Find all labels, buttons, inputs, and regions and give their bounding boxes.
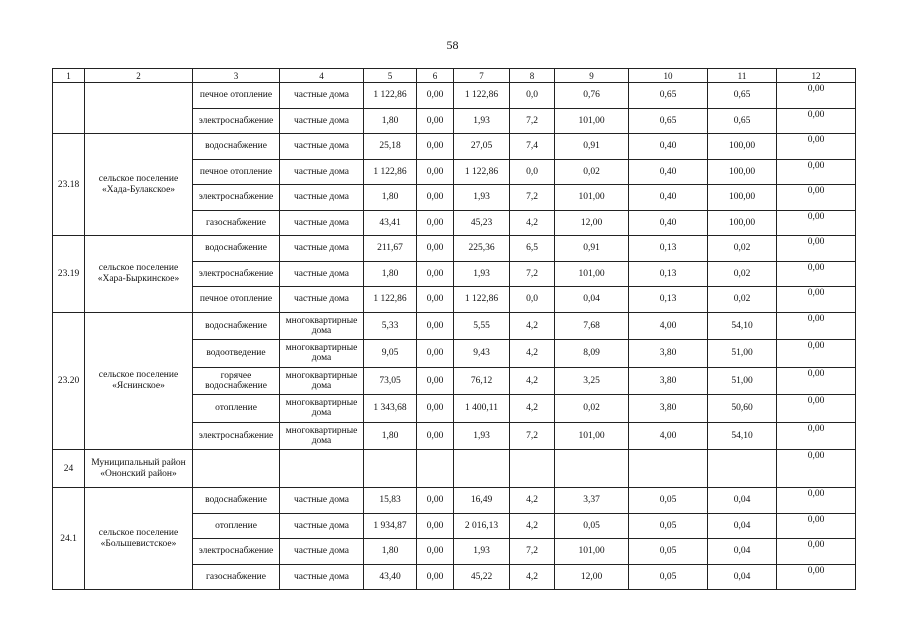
housing-type-cell: частные дома [280, 108, 364, 134]
col7-value-cell: 5,55 [454, 312, 510, 340]
col8-value-cell: 4,2 [510, 340, 555, 368]
col8-value-cell: 4,2 [510, 367, 555, 395]
col5-value-cell: 15,83 [364, 488, 417, 514]
col11-value-cell: 51,00 [708, 367, 777, 395]
col11-value-cell: 0,65 [708, 83, 777, 109]
col12-value-cell: 0,00 [777, 236, 856, 262]
col10-value-cell: 4,00 [629, 312, 708, 340]
col8-value-cell: 4,2 [510, 395, 555, 423]
col5-value-cell: 1,80 [364, 108, 417, 134]
service-cell: водоснабжение [193, 312, 280, 340]
col8-value-cell: 4,2 [510, 210, 555, 236]
column-number-cell: 10 [629, 69, 708, 83]
col7-value-cell: 45,22 [454, 564, 510, 590]
col8-value-cell: 4,2 [510, 513, 555, 539]
col8-value-cell: 0,0 [510, 159, 555, 185]
col6-value-cell: 0,00 [417, 367, 454, 395]
col6-value-cell: 0,00 [417, 513, 454, 539]
housing-type-cell: многоквартирные дома [280, 312, 364, 340]
service-cell: газоснабжение [193, 210, 280, 236]
col10-value-cell: 4,00 [629, 422, 708, 450]
service-cell: горячее водоснабжение [193, 367, 280, 395]
col10-value-cell: 0,05 [629, 564, 708, 590]
col7-value-cell: 1 122,86 [454, 83, 510, 109]
col11-value-cell: 100,00 [708, 185, 777, 211]
col11-value-cell: 100,00 [708, 134, 777, 160]
col12-value-cell: 0,00 [777, 134, 856, 160]
col10-value-cell: 0,40 [629, 185, 708, 211]
col9-value-cell: 3,37 [555, 488, 629, 514]
col7-value-cell: 16,49 [454, 488, 510, 514]
housing-type-cell: частные дома [280, 185, 364, 211]
row-number-cell: 23.18 [53, 134, 85, 236]
col7-value-cell: 1 400,11 [454, 395, 510, 423]
col11-value-cell: 0,02 [708, 287, 777, 313]
col12-value-cell: 0,00 [777, 513, 856, 539]
col11-value-cell: 0,02 [708, 261, 777, 287]
housing-type-cell [280, 450, 364, 488]
col6-value-cell: 0,00 [417, 422, 454, 450]
column-number-cell: 8 [510, 69, 555, 83]
col5-value-cell: 43,40 [364, 564, 417, 590]
column-number-cell: 9 [555, 69, 629, 83]
col8-value-cell: 4,2 [510, 564, 555, 590]
col7-value-cell: 225,36 [454, 236, 510, 262]
col5-value-cell: 5,33 [364, 312, 417, 340]
col11-value-cell: 51,00 [708, 340, 777, 368]
col11-value-cell: 0,65 [708, 108, 777, 134]
col10-value-cell: 3,80 [629, 395, 708, 423]
col6-value-cell: 0,00 [417, 159, 454, 185]
col7-value-cell: 1 122,86 [454, 159, 510, 185]
col6-value-cell: 0,00 [417, 210, 454, 236]
col12-value-cell: 0,00 [777, 83, 856, 109]
table-row [53, 488, 856, 514]
housing-type-cell: частные дома [280, 236, 364, 262]
col9-value-cell: 0,76 [555, 83, 629, 109]
col6-value-cell: 0,00 [417, 312, 454, 340]
service-cell: газоснабжение [193, 564, 280, 590]
col6-value-cell: 0,00 [417, 261, 454, 287]
col12-value-cell: 0,00 [777, 185, 856, 211]
table-row [53, 236, 856, 262]
col7-value-cell: 1,93 [454, 261, 510, 287]
row-number-cell: 24.1 [53, 488, 85, 590]
service-cell: водоснабжение [193, 488, 280, 514]
col12-value-cell: 0,00 [777, 422, 856, 450]
row-number-cell [53, 83, 85, 134]
column-number-cell: 11 [708, 69, 777, 83]
col10-value-cell: 0,40 [629, 159, 708, 185]
col8-value-cell: 7,2 [510, 108, 555, 134]
col10-value-cell: 0,65 [629, 108, 708, 134]
col7-value-cell: 1 122,86 [454, 287, 510, 313]
housing-type-cell: частные дома [280, 261, 364, 287]
col9-value-cell: 12,00 [555, 210, 629, 236]
col6-value-cell: 0,00 [417, 83, 454, 109]
col7-value-cell [454, 450, 510, 488]
col5-value-cell: 25,18 [364, 134, 417, 160]
service-cell: отопление [193, 395, 280, 423]
col10-value-cell: 0,40 [629, 134, 708, 160]
col6-value-cell: 0,00 [417, 395, 454, 423]
col6-value-cell: 0,00 [417, 236, 454, 262]
col12-value-cell: 0,00 [777, 312, 856, 340]
col11-value-cell: 0,04 [708, 513, 777, 539]
col12-value-cell: 0,00 [777, 159, 856, 185]
col9-value-cell: 0,91 [555, 134, 629, 160]
col12-value-cell: 0,00 [777, 367, 856, 395]
col9-value-cell: 101,00 [555, 185, 629, 211]
col6-value-cell: 0,00 [417, 340, 454, 368]
col5-value-cell: 1 934,87 [364, 513, 417, 539]
col9-value-cell: 12,00 [555, 564, 629, 590]
service-cell: электроснабжение [193, 539, 280, 565]
col7-value-cell: 9,43 [454, 340, 510, 368]
table-row [53, 134, 856, 160]
col6-value-cell: 0,00 [417, 108, 454, 134]
settlement-name-cell: сельское поселение «Хада-Булакское» [85, 134, 193, 236]
col12-value-cell: 0,00 [777, 450, 856, 488]
col12-value-cell: 0,00 [777, 210, 856, 236]
col10-value-cell: 0,13 [629, 287, 708, 313]
col11-value-cell [708, 450, 777, 488]
service-cell: печное отопление [193, 287, 280, 313]
housing-type-cell: частные дома [280, 134, 364, 160]
service-cell: водоснабжение [193, 134, 280, 160]
col9-value-cell: 0,02 [555, 395, 629, 423]
column-number-cell: 4 [280, 69, 364, 83]
column-number-cell: 7 [454, 69, 510, 83]
col9-value-cell [555, 450, 629, 488]
col11-value-cell: 0,04 [708, 488, 777, 514]
col5-value-cell: 1 343,68 [364, 395, 417, 423]
col5-value-cell: 1,80 [364, 422, 417, 450]
service-cell: водоотведение [193, 340, 280, 368]
row-number-cell: 23.19 [53, 236, 85, 313]
col7-value-cell: 27,05 [454, 134, 510, 160]
col8-value-cell: 7,4 [510, 134, 555, 160]
col6-value-cell: 0,00 [417, 134, 454, 160]
col10-value-cell: 0,65 [629, 83, 708, 109]
row-number-cell: 24 [53, 450, 85, 488]
settlement-name-cell: Муниципальный район «Ононский район» [85, 450, 193, 488]
settlement-name-cell: сельское поселение «Яснинское» [85, 312, 193, 450]
column-number-cell: 3 [193, 69, 280, 83]
col6-value-cell: 0,00 [417, 287, 454, 313]
housing-type-cell: многоквартирные дома [280, 422, 364, 450]
col7-value-cell: 2 016,13 [454, 513, 510, 539]
col8-value-cell: 0,0 [510, 287, 555, 313]
settlement-name-cell [85, 83, 193, 134]
col9-value-cell: 0,05 [555, 513, 629, 539]
settlement-name-cell: сельское поселение «Хара-Быркинское» [85, 236, 193, 313]
col8-value-cell: 7,2 [510, 539, 555, 565]
col9-value-cell: 0,91 [555, 236, 629, 262]
data-table [52, 68, 856, 590]
col6-value-cell: 0,00 [417, 564, 454, 590]
col5-value-cell [364, 450, 417, 488]
col5-value-cell: 211,67 [364, 236, 417, 262]
housing-type-cell: многоквартирные дома [280, 367, 364, 395]
col10-value-cell: 3,80 [629, 340, 708, 368]
col11-value-cell: 100,00 [708, 210, 777, 236]
col9-value-cell: 101,00 [555, 422, 629, 450]
housing-type-cell: многоквартирные дома [280, 395, 364, 423]
service-cell: печное отопление [193, 83, 280, 109]
service-cell: электроснабжение [193, 422, 280, 450]
col8-value-cell: 0,0 [510, 83, 555, 109]
settlement-name-cell: сельское поселение «Большевистское» [85, 488, 193, 590]
housing-type-cell: частные дома [280, 287, 364, 313]
col8-value-cell: 4,2 [510, 488, 555, 514]
table-row [53, 450, 856, 488]
service-cell: отопление [193, 513, 280, 539]
service-cell: печное отопление [193, 159, 280, 185]
col12-value-cell: 0,00 [777, 539, 856, 565]
col8-value-cell: 7,2 [510, 185, 555, 211]
column-number-cell: 1 [53, 69, 85, 83]
col6-value-cell: 0,00 [417, 185, 454, 211]
col10-value-cell: 0,13 [629, 261, 708, 287]
housing-type-cell: частные дома [280, 513, 364, 539]
service-cell: водоснабжение [193, 236, 280, 262]
col5-value-cell: 1 122,86 [364, 287, 417, 313]
col5-value-cell: 43,41 [364, 210, 417, 236]
housing-type-cell: частные дома [280, 539, 364, 565]
page-number: 58 [446, 38, 459, 52]
col12-value-cell: 0,00 [777, 261, 856, 287]
col5-value-cell: 1 122,86 [364, 159, 417, 185]
col9-value-cell: 3,25 [555, 367, 629, 395]
col10-value-cell: 0,40 [629, 210, 708, 236]
col8-value-cell [510, 450, 555, 488]
col11-value-cell: 0,02 [708, 236, 777, 262]
col10-value-cell: 0,05 [629, 488, 708, 514]
col10-value-cell: 3,80 [629, 367, 708, 395]
col10-value-cell: 0,05 [629, 539, 708, 565]
col11-value-cell: 0,04 [708, 564, 777, 590]
col8-value-cell: 4,2 [510, 312, 555, 340]
column-number-cell: 5 [364, 69, 417, 83]
column-number-cell: 6 [417, 69, 454, 83]
col12-value-cell: 0,00 [777, 287, 856, 313]
col7-value-cell: 1,93 [454, 539, 510, 565]
col11-value-cell: 50,60 [708, 395, 777, 423]
col5-value-cell: 1,80 [364, 539, 417, 565]
col5-value-cell: 1,80 [364, 261, 417, 287]
col12-value-cell: 0,00 [777, 564, 856, 590]
column-number-cell: 2 [85, 69, 193, 83]
col7-value-cell: 1,93 [454, 422, 510, 450]
col10-value-cell [629, 450, 708, 488]
column-number-row [53, 69, 856, 83]
col7-value-cell: 1,93 [454, 185, 510, 211]
col9-value-cell: 0,04 [555, 287, 629, 313]
col12-value-cell: 0,00 [777, 108, 856, 134]
col9-value-cell: 7,68 [555, 312, 629, 340]
col12-value-cell: 0,00 [777, 395, 856, 423]
col12-value-cell: 0,00 [777, 488, 856, 514]
housing-type-cell: частные дома [280, 488, 364, 514]
col5-value-cell: 1,80 [364, 185, 417, 211]
col11-value-cell: 54,10 [708, 422, 777, 450]
col10-value-cell: 0,05 [629, 513, 708, 539]
service-cell: электроснабжение [193, 185, 280, 211]
housing-type-cell: частные дома [280, 159, 364, 185]
housing-type-cell: частные дома [280, 564, 364, 590]
housing-type-cell: многоквартирные дома [280, 340, 364, 368]
col9-value-cell: 0,02 [555, 159, 629, 185]
col9-value-cell: 101,00 [555, 108, 629, 134]
column-number-cell: 12 [777, 69, 856, 83]
col11-value-cell: 54,10 [708, 312, 777, 340]
col12-value-cell: 0,00 [777, 340, 856, 368]
col9-value-cell: 8,09 [555, 340, 629, 368]
col8-value-cell: 6,5 [510, 236, 555, 262]
housing-type-cell: частные дома [280, 83, 364, 109]
col10-value-cell: 0,13 [629, 236, 708, 262]
col11-value-cell: 0,04 [708, 539, 777, 565]
service-cell: электроснабжение [193, 261, 280, 287]
col7-value-cell: 45,23 [454, 210, 510, 236]
col6-value-cell: 0,00 [417, 488, 454, 514]
service-cell: электроснабжение [193, 108, 280, 134]
col7-value-cell: 76,12 [454, 367, 510, 395]
col9-value-cell: 101,00 [555, 261, 629, 287]
row-number-cell: 23.20 [53, 312, 85, 450]
col8-value-cell: 7,2 [510, 261, 555, 287]
col5-value-cell: 9,05 [364, 340, 417, 368]
housing-type-cell: частные дома [280, 210, 364, 236]
col7-value-cell: 1,93 [454, 108, 510, 134]
col5-value-cell: 1 122,86 [364, 83, 417, 109]
col9-value-cell: 101,00 [555, 539, 629, 565]
col5-value-cell: 73,05 [364, 367, 417, 395]
col6-value-cell [417, 450, 454, 488]
col8-value-cell: 7,2 [510, 422, 555, 450]
table-row [53, 312, 856, 340]
col11-value-cell: 100,00 [708, 159, 777, 185]
service-cell [193, 450, 280, 488]
table-row [53, 83, 856, 109]
col6-value-cell: 0,00 [417, 539, 454, 565]
